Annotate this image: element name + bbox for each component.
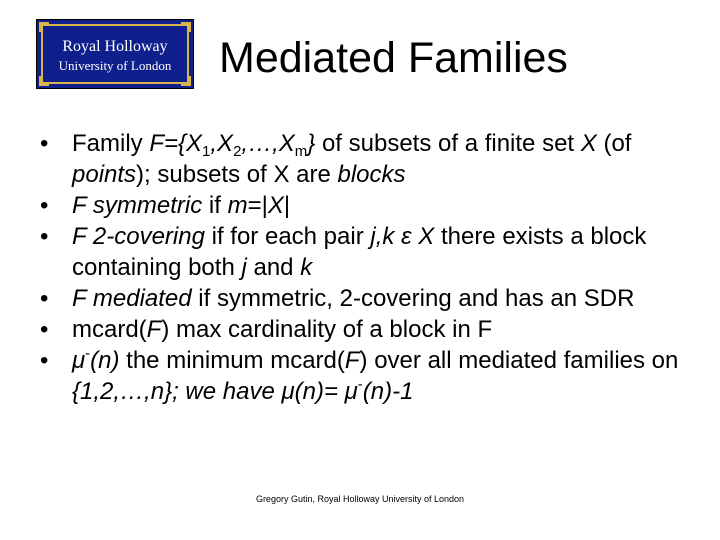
subscript: 2: [233, 143, 242, 160]
bullet-dot: •: [40, 285, 49, 312]
bullet-dot: •: [40, 130, 49, 157]
text: ) over all mediated families on: [359, 347, 679, 374]
bullet-dot: •: [40, 223, 49, 250]
math-text: ,X: [210, 130, 234, 157]
math-text: (n)-1: [362, 378, 414, 405]
text: =|: [247, 192, 268, 219]
math-text: F={X: [149, 130, 203, 157]
math-text: μ: [72, 347, 86, 374]
text: |: [283, 192, 291, 219]
math-text: X: [580, 130, 597, 157]
text: Family: [72, 130, 150, 157]
text: ); subsets of X are: [136, 161, 338, 188]
math-text: j,k: [370, 223, 395, 250]
logo-corner-ornament: [39, 76, 49, 86]
logo-corner-ornament: [181, 76, 191, 86]
math-text: j: [241, 254, 247, 281]
logo-corner-ornament: [181, 22, 191, 32]
superscript: -: [357, 376, 363, 393]
math-text: X: [418, 223, 435, 250]
text: if for each pair: [204, 223, 371, 250]
emphasis-text: points: [72, 161, 137, 188]
text: of subsets of a finite set: [315, 130, 581, 157]
bullet-dot: •: [40, 347, 49, 374]
math-text: ε: [394, 223, 419, 250]
slide-footer: Gregory Gutin, Royal Holloway University of London: [255, 494, 465, 504]
emphasis-text: F 2-covering: [72, 223, 205, 250]
subscript: 1: [202, 143, 211, 160]
math-text: X: [267, 192, 284, 219]
emphasis-text: F symmetric: [72, 192, 203, 219]
bullet-item-2-covering: [40, 221, 690, 283]
bullet-item-mediated: [40, 283, 690, 314]
logo-subtitle: University of London: [58, 58, 172, 73]
text: there exists a block containing both: [72, 223, 647, 281]
math-text: F: [146, 316, 162, 343]
math-text: {1,2,…,n}; we have μ(n)= μ: [72, 378, 358, 405]
text: if symmetric, 2-covering and has an SDR: [191, 285, 635, 312]
math-text: m: [227, 192, 248, 219]
bullet-dot: •: [40, 316, 49, 343]
text: and: [246, 254, 301, 281]
math-text: F: [344, 347, 360, 374]
slide-title: Mediated Families: [219, 34, 568, 82]
math-text: ,…,X: [241, 130, 295, 157]
logo-corner-ornament: [39, 22, 49, 32]
emphasis-text: F mediated: [72, 285, 192, 312]
text: the minimum mcard(: [119, 347, 345, 374]
university-logo: [36, 19, 194, 89]
text: mcard(: [72, 316, 147, 343]
math-text: (n): [90, 347, 120, 374]
bullet-dot: •: [40, 192, 49, 219]
subscript: m: [294, 143, 308, 160]
emphasis-text: blocks: [337, 161, 406, 188]
text: ) max cardinality of a block in F: [161, 316, 493, 343]
bullet-list: [40, 128, 690, 407]
text: (of: [596, 130, 632, 157]
math-text: k: [300, 254, 313, 281]
math-text: }: [307, 130, 316, 157]
bullet-item-mcard: [40, 314, 690, 345]
logo-name: Royal Holloway: [62, 38, 168, 55]
bullet-item-symmetric: [40, 190, 690, 221]
bullet-item-family-definition: [40, 128, 690, 190]
text: if: [202, 192, 228, 219]
bullet-item-mu-minus: [40, 345, 690, 407]
superscript: -: [85, 345, 91, 362]
